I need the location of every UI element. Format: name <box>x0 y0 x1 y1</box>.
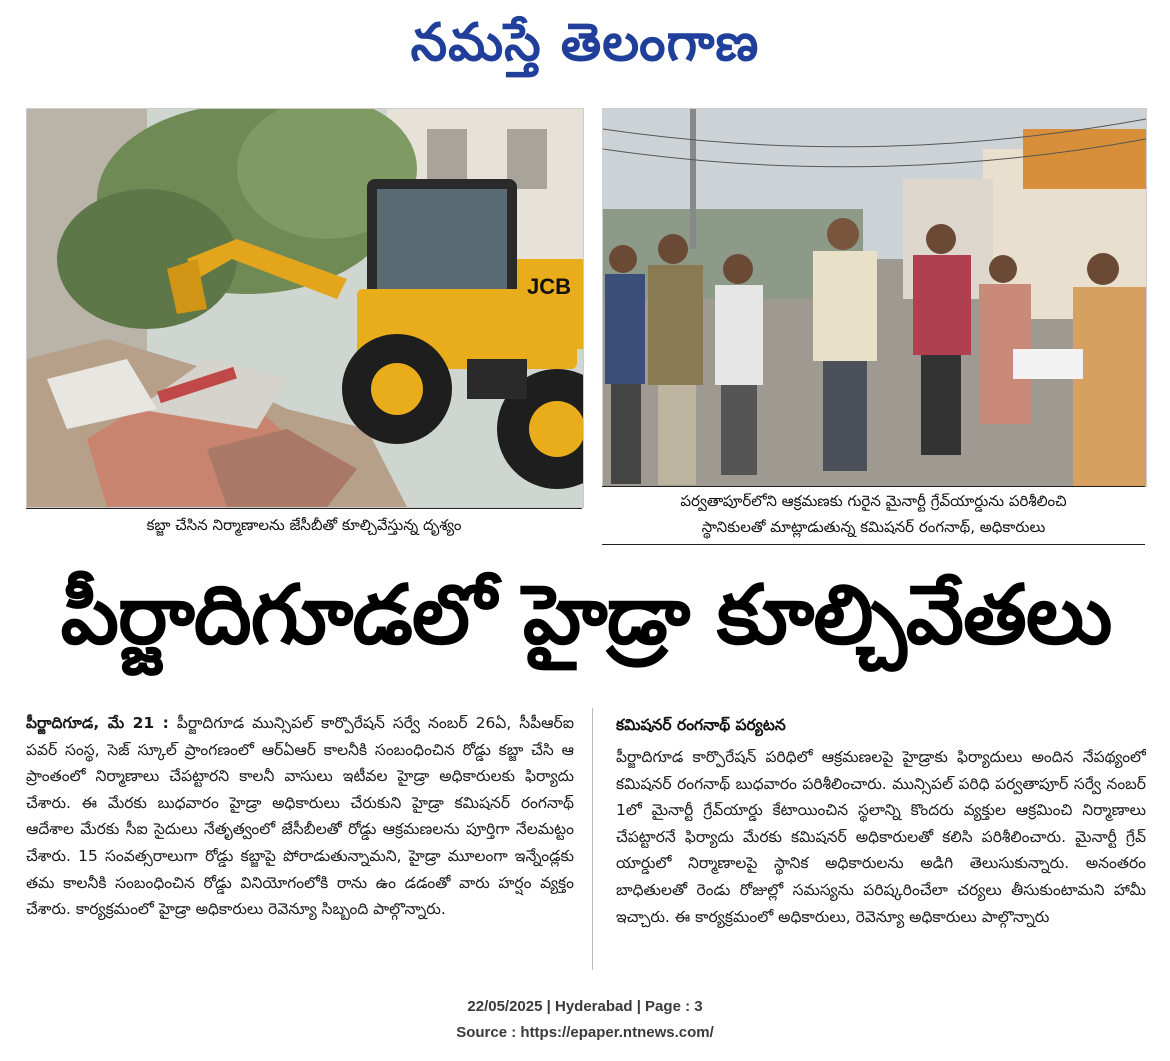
footer-source-line: Source : https://epaper.ntnews.com/ <box>456 1024 714 1041</box>
photo-caption-right-line1: పర్వతాపూర్‌లోని ఆక్రమణకు గురైన మైనార్టీ గ్రేవ్‌యార్డును పరిశీలించి <box>680 492 1067 510</box>
article-left <box>26 710 574 970</box>
article-right-body: పీర్జాదిగూడ కార్పొరేషన్ పరిధిలో ఆక్రమణలపై హైడ్రాకు ఫిర్యాదులు అందిన నేపథ్యంలో కమిషనర్ రంగనాథ్ బుధవారం పరిశీలించారు. మున్సిపల్ పరిధి పర్వతాపూర్ సర్వే నంబర్ 1లో మైనార్టీ గ్రేవ్‌యార్డు కేటాయించిన స్థలాన్ని కొందరు వ్యక్తుల ఆక్రమించి నిర్మాణాలు చేపట్టారనే ఫిర్యాదు మేరకు కమిషనర్ అధికారులతో కలిసి పరిశీలించారు. మైనార్టీ గ్రేవ్ యార్డులో నిర్మాణాలపై స్థానిక అధికారులను అడిగి తెలుసుకున్నారు. అనంతరం బాధితులతో రెండు రోజుల్లో సమస్యను పరిష్కరించేలా చర్యలు తీసుకుంటామని హామీ ఇచ్చారు. ఈ కార్యక్రమంలో అధికారులు, రెవెన్యూ అధికారులు పాల్గొన్నారు <box>616 748 1146 926</box>
dateline: పీర్జాదిగూడ, మే 21 : <box>26 714 169 732</box>
jcb-logo-text: JCB <box>527 274 572 299</box>
footer-date-line: 22/05/2025 | Hyderabad | Page : 3 <box>467 998 703 1015</box>
caption-rule-left <box>26 508 582 509</box>
column-divider <box>592 708 593 970</box>
photo-caption-right-line2: స్థానికులతో మాట్లాడుతున్న కమిషనర్ రంగనాథ్, అధికారులు <box>701 518 1046 536</box>
masthead-title: నమస్తే తెలంగాణ <box>410 12 760 73</box>
demolition-photo-illustration <box>27 109 583 507</box>
headline: పీర్జాదిగూడలో హైడ్రా కూల్చివేతలు <box>60 568 1112 663</box>
demolition-photo <box>26 108 584 508</box>
caption-rule-right-bottom <box>602 544 1145 545</box>
inspection-photo-illustration <box>603 109 1146 486</box>
page-footer <box>0 994 1170 1046</box>
article-right-subhead: కమిషనర్ రంగనాథ్ పర్యటన <box>616 716 786 734</box>
caption-rule-right-top <box>602 486 1145 487</box>
inspection-photo <box>602 108 1147 487</box>
photo-caption-right <box>602 488 1145 540</box>
article-left-body: పీర్జాదిగూడ మున్సిపల్ కార్పొరేషన్ సర్వే నంబర్ 26ఏ, సీపీఆర్‌ఐ పవర్ సంస్థ, సెజ్ స్కూల్ ప్రాంగణంలో ఆర్‌ఏఆర్ కాలనీకి సంబంధించిన రోడ్డు కబ్జా చేసి ఆ ప్రాంతంలో నిర్మాణాలు చేపట్టారని కాలనీ వాసులు ఇటీవల హైడ్రా అధికారులకు ఫిర్యాదు చేశారు. ఈ మేరకు బుధవారం హైడ్రా అధికారులు చేరుకుని హైడ్రా కమిషనర్ రంగనాథ్ ఆదేశాల మేరకు సీఐ సైదులు నేతృత్వంలో జేసీబీలతో రోడ్డు ఆక్రమణలను పూర్తిగా నేలమట్టం చేశారు. 15 సంవత్సరాలుగా రోడ్డు కబ్జాపై పోరాడుతున్నామని, హైడ్రా మూలంగా ఇన్నేండ్లకు తమ కాలనీకి సంబంధించిన రోడ్డు వినియోగంలోకి రాను ఉం డడంతో వారు హర్షం వ్యక్తం చేశారు. కార్యక్రమంలో హైడ్రా అధికారులు రెవెన్యూ సిబ్బంది పాల్గొన్నారు. <box>26 714 574 919</box>
photo-caption-left: కబ్జా చేసిన నిర్మాణాలను జేసీబీతో కూల్చివేస్తున్న దృశ్యం <box>146 516 462 534</box>
